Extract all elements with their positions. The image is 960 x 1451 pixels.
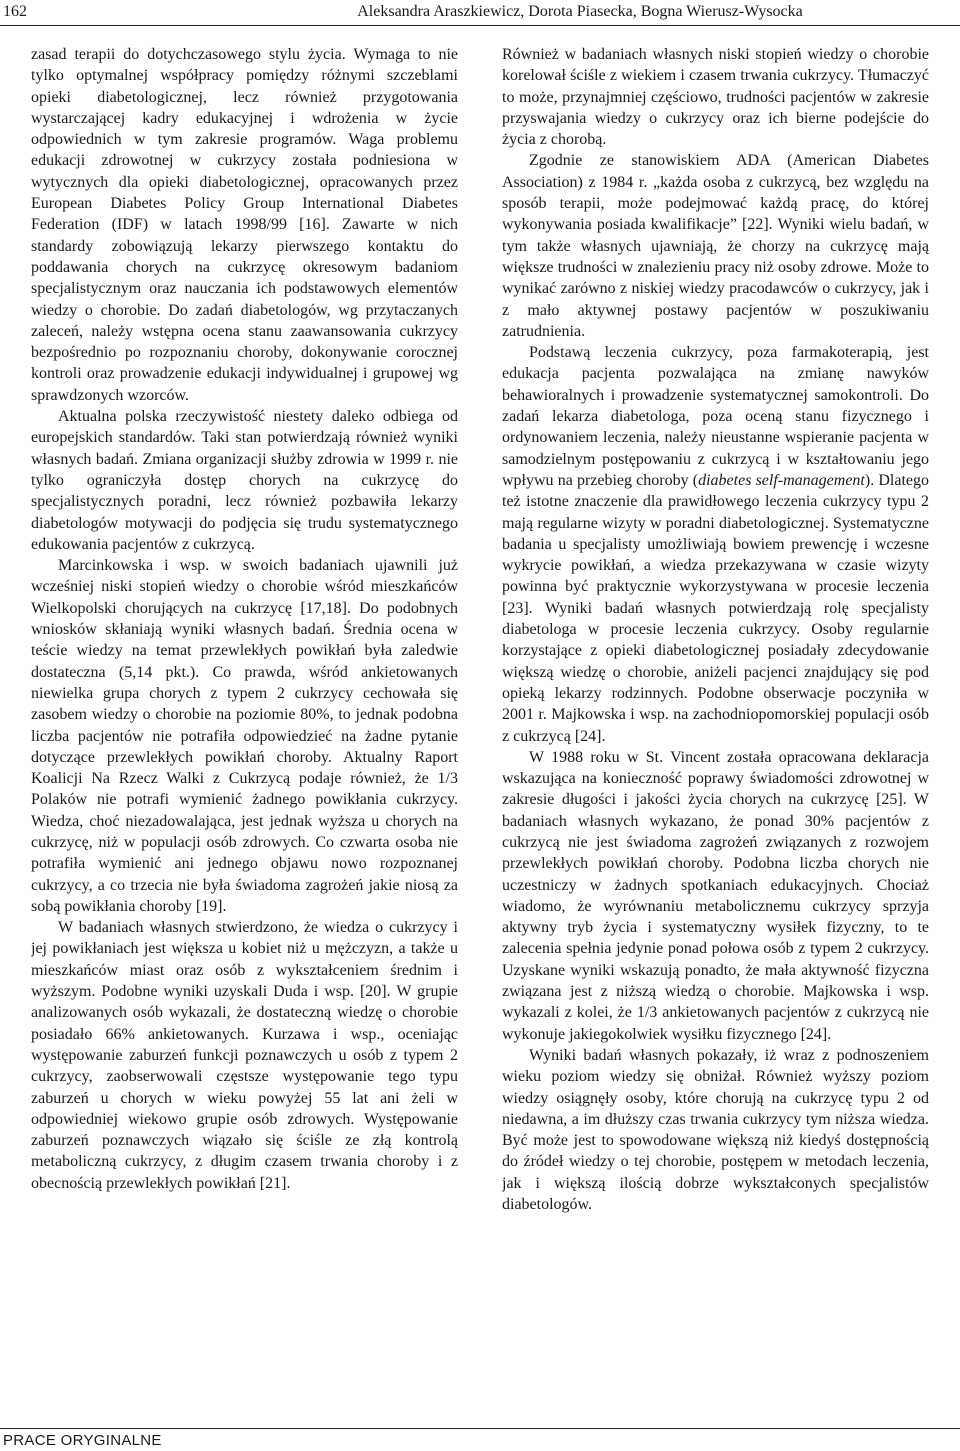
left-column [31, 44, 458, 1414]
left-paragraph-4: W badaniach własnych stwierdzono, że wiedza o cukrzycy i jej powikłaniach jest większa u kobiet niż u mężczyzn, a także u mieszkańców miast oraz osób z wykształceniem średnim i wyższym. Podobne wyniki uzyskali Duda i wsp. [20]. W grupie analizowanych osób wykazali, że dostateczną wiedzę o chorobie posiadało 66% ankietowanych. Kurzawa i wsp., oceniając występowanie zaburzeń funkcji poznawczych u osób z typem 2 cukrzycy, zaobserwowali częstsze występowanie tego typu zaburzeń u chorych w wieku powyżej 55 lat ani żeli w odpowiedniej wiekowo grupie osób zdrowych. Występowanie zaburzeń poznawczych wiązało się ściśle ze złą kontrolą metaboliczną cukrzycy, z długim czasem trwania choroby i z obecnością przewlekłych powikłań [21]. [31, 919, 458, 1192]
right-paragraph-4: W 1988 roku w St. Vincent została opracowana deklaracja wskazująca na konieczność poprawy świadomości zdrowotnej w zakresie długości i jakości życia chorych na cukrzycę [25]. W badaniach własnych wykazano, że ponad 30% pacjentów z cukrzycą nie jest świadoma zagrożeń związanych z rozwojem przewlekłych powikłań choroby. Podobna liczba chorych nie uczestniczy w żadnych spotkaniach edukacyjnych. Chociaż wiadomo, że wyrównaniu metabolicznemu cukrzycy sprzyja aktywny tryb życia i systematyczny wysiłek fizyczny, to te zalecenia spełnia jedynie ponad połowa osób z typem 2 cukrzycy. Uzyskane wyniki wskazują ponadto, że mała aktywność fizyczna związana jest z niższą wiedzą o chorobie. Majkowska i wsp. wykazali z kolei, że 1/3 ankietowanych pacjentów z cukrzycą nie wykonuje jakiegokolwiek wysiłku fizycznego [24]. [502, 748, 929, 1043]
page-number: 162 [3, 3, 27, 20]
right-paragraph-2: Zgodnie ze stanowiskiem ADA (American Diabetes Association) z 1984 r. „każda osoba z cukrzycą, bez względu na sposób terapii, może podejmować każdą pracę, do której wykonywania posiada kwalifikacje” [22]. Wyniki wielu badań, w tym także własnych ujawniają, że chorzy na cukrzycę mają większe trudności w znalezieniu pracy niż osoby zdrowe. Może to wynikać zarówno z niskiej wiedzy pracodawców o cukrzycy, jak i z mało aktywnej postawy pacjentów w poszukiwaniu zatrudnienia. [502, 152, 929, 340]
running-header-authors: Aleksandra Araszkiewicz, Dorota Piasecka, Bogna Wierusz-Wysocka [357, 3, 803, 20]
left-paragraph-3: Marcinkowska i wsp. w swoich badaniach ujawnili już wcześniej niski stopień wiedzy o chorobie wśród mieszkańców Wielkopolski chorujących na cukrzycę [17,18]. Do podobnych wniosków skłaniają wyniki własnych badań. Średnia ocena w teście wiedzy na temat przewlekłych powikłań była zaledwie dostateczna (5,14 pkt.). Co prawda, wśród ankietowanych niewielka grupa chorych z typem 2 cukrzycy cechowała się zasobem wiedzy o chorobie na poziomie 80%, to jednak podobna liczba pacjentów nie potrafiła odpowiedzieć na żadne pytanie dotyczące przewlekłych powikłań choroby. Aktualny Raport Koalicji Na Rzecz Walki z Cukrzycą podaje również, że 1/3 Polaków nie potrafi wymienić żadnego powikłania cukrzycy. Wiedza, choć niezadowalająca, jest jednak wyższa u chorych na cukrzycę, niż w populacji osób zdrowych. Co czwarta osoba nie potrafiła wymienić ani jednego objawu nowo rozpoznanej cukrzycy, a co trzecia nie była świadoma zagrożeń jakie niosą za sobą powikłania choroby [19]. [31, 557, 458, 915]
right-paragraph-3-text-a: Podstawą leczenia cukrzycy, poza farmakoterapią, jest edukacja pacjenta pozwalająca na zmianę nawyków behawioralnych i prowadzenie systematycznej samokontroli. Do zadań lekarza diabetologa, poza oceną stanu fizycznego i ordynowaniem leczenia, należy nieustanne wspieranie pacjenta w samodzielnym postępowaniu z cukrzycą i w kształtowaniu jego wpływu na przebieg choroby ( [502, 344, 929, 489]
section-label: PRACE ORYGINALNE [3, 1432, 162, 1449]
right-column [502, 44, 929, 1414]
right-paragraph-1: Również w badaniach własnych niski stopień wiedzy o chorobie korelował ściśle z wiekiem i czasem trwania cukrzycy. Tłumaczyć to może, przynajmniej częściowo, trudności pacjentów w zakresie przyswajania wiedzy o cukrzycy oraz ich bierne podejście do życia z chorobą. [502, 46, 929, 149]
header-rule [0, 25, 960, 26]
footer-rule [0, 1428, 960, 1429]
running-header [0, 0, 960, 26]
left-paragraph-1: zasad terapii do dotychczasowego stylu życia. Wymaga to nie tylko optymalnej współpracy pomiędzy różnymi szczeblami opieki diabetologicznej, lecz również przygotowania wystarczającej kadry edukacyjnej i wdrożenia w życie odpowiednich w tym zakresie programów. Waga problemu edukacji zdrowotnej w cukrzycy została podniesiona w wytycznych dla opieki diabetologicznej, opracowanych przez European Diabetes Policy Group International Diabetes Federation (IDF) w latach 1998/99 [16]. Zawarte w nich standardy zobowiązują lekarzy pierwszego kontaktu do poddawania chorych na cukrzycę okresowym badaniom specjalistycznym oraz nauczania ich podstawowych elementów wiedzy o chorobie. Do zadań diabetologów, wg przytaczanych zaleceń, należy wstępna ocena stanu zaawansowania cukrzycy bezpośrednio po rozpoznaniu choroby, dokonywanie corocznej kontroli oraz prowadzenie edukacji indywidualnej i grupowej wg sprawdzonych wzorców. [31, 46, 458, 404]
italic-term: diabetes self-management [698, 471, 865, 489]
right-paragraph-3-text-b: ). Dlatego też istotne znaczenie dla prawidłowego leczenia cukrzycy typu 2 mają regularne wizyty w poradni diabetologicznej. Systematyczne badania u specjalisty umożliwiają bowiem prewencję i wczesne wykrycie powikłań, a wiedza przekazywana w czasie wizyty powinna być praktycznie wykorzystywana w procesie leczenia [23]. Wyniki badań własnych potwierdzają rolę specjalisty diabetologa w procesie leczenia cukrzycy. Osoby regularnie korzystające z opieki diabetologicznej posiadały zdecydowanie większą wiedzę o chorobie, aniżeli pacjenci znajdujący się pod opieką lekarzy rodzinnych. Podobne obserwacje poczyniła w 2001 r. Majkowska i wsp. na zachodniopomorskiej populacji osób z cukrzycą [24]. [502, 471, 929, 745]
right-paragraph-5: Wyniki badań własnych pokazały, iż wraz z podnoszeniem wieku poziom wiedzy się obniżał. Również wyższy poziom wiedzy osiągnęły osoby, które chorują na cukrzycę typu 2 od niedawna, a im dłuższy czas trwania cukrzycy tym niższa wiedza. Być może jest to spowodowane większą niż kiedyś dostępnością do źródeł wiedzy o tej chorobie, postępem w metodach leczenia, jak i większą ilością dobrze wykształconych specjalistów diabetologów. [502, 1046, 929, 1214]
left-paragraph-2: Aktualna polska rzeczywistość niestety daleko odbiega od europejskich standardów. Taki stan potwierdzają również wyniki własnych badań. Zmiana organizacji służby zdrowia w 1999 r. nie tylko ograniczyła dostęp chorych na cukrzycę do specjalistycznych poradni, lecz również pozbawiła lekarzy diabetologów motywacji do podjęcia się trudu systematycznego edukowania pacjentów z cukrzycą. [31, 408, 458, 553]
right-paragraph-3 [502, 342, 929, 747]
